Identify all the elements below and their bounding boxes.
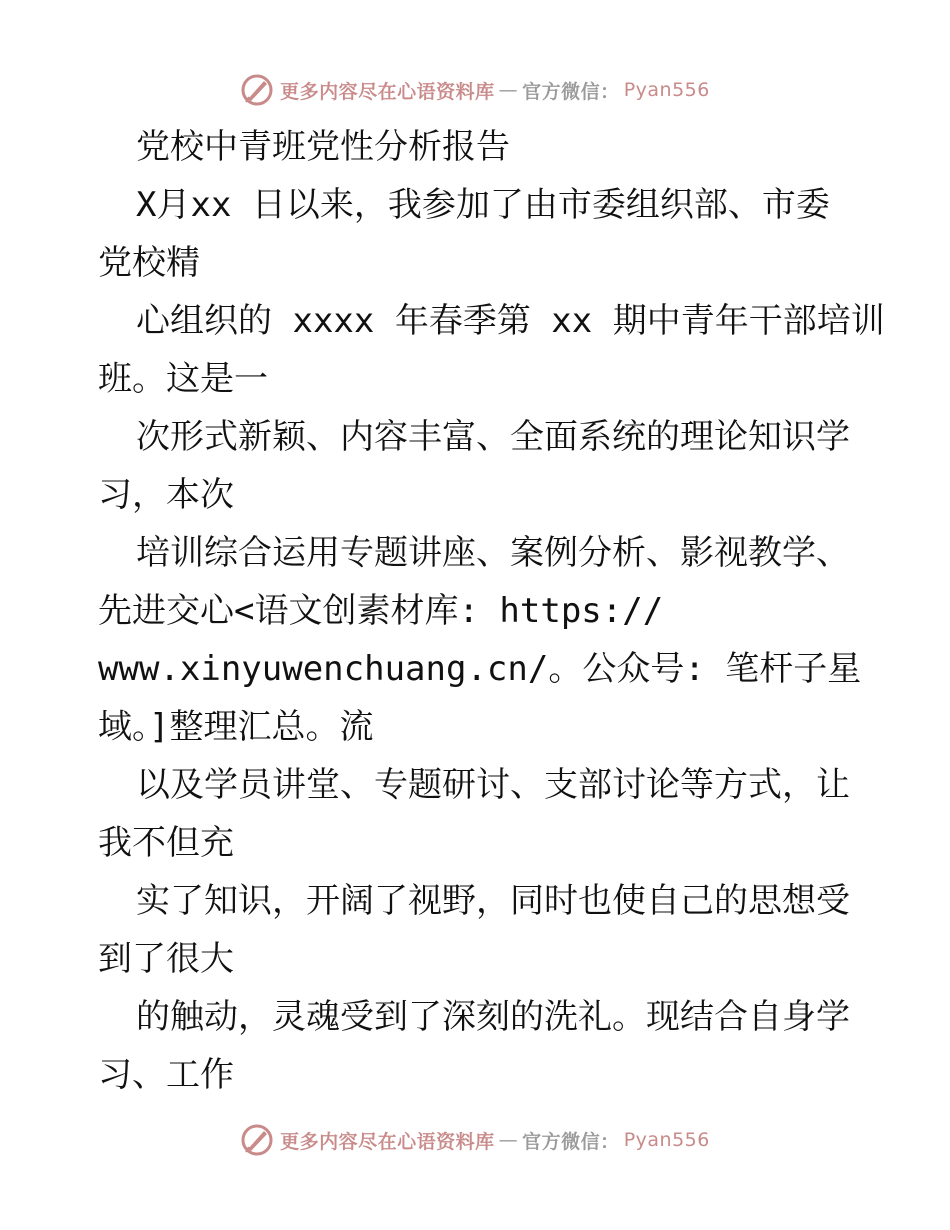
text-line: 我不但充 bbox=[98, 823, 234, 863]
text-line: 党校精 bbox=[98, 243, 200, 283]
banner-wechat-label: 官方微信： bbox=[522, 1130, 620, 1153]
text-line: 习、工作 bbox=[98, 1055, 234, 1095]
banner-wechat-id: Pyan556 bbox=[623, 79, 710, 101]
text-line: 培训综合运用专题讲座、案例分析、影视教学、 bbox=[136, 533, 850, 573]
text-line: 实了知识，开阔了视野，同时也使自己的思想受 bbox=[136, 881, 850, 921]
quill-logo-icon bbox=[240, 73, 274, 107]
banner-site-text: 更多内容尽在心语资料库 bbox=[280, 80, 495, 103]
text-line: 域。]整理汇总。流 bbox=[98, 707, 374, 747]
banner-separator: — bbox=[498, 1129, 519, 1151]
text-line: 以及学员讲堂、专题研讨、支部讨论等方式，让 bbox=[136, 765, 850, 805]
text-line: 到了很大 bbox=[98, 939, 234, 979]
text-line: 习，本次 bbox=[98, 475, 234, 515]
quill-logo-icon bbox=[240, 1123, 274, 1157]
text-line: www.xinyuwenchuang.cn/。公众号: 笔杆子星 bbox=[98, 649, 862, 689]
banner-site-text: 更多内容尽在心语资料库 bbox=[280, 1130, 495, 1153]
text-line: 班。这是一 bbox=[98, 359, 268, 399]
text-line: X月xx 日以来，我参加了由市委组织部、市委 bbox=[136, 185, 830, 225]
banner-separator: — bbox=[498, 79, 519, 101]
text-line: 次形式新颖、内容丰富、全面系统的理论知识学 bbox=[136, 417, 850, 457]
footer-banner bbox=[0, 1120, 950, 1160]
text-line: 的触动，灵魂受到了深刻的洗礼。现结合自身学 bbox=[136, 997, 850, 1037]
banner-wechat-id: Pyan556 bbox=[623, 1129, 710, 1151]
document-title: 党校中青班党性分析报告 bbox=[136, 127, 510, 167]
text-line: 先进交心<语文创素材库: https:// bbox=[98, 591, 664, 631]
header-banner bbox=[0, 70, 950, 110]
banner-wechat-label: 官方微信： bbox=[522, 80, 620, 103]
text-line: 心组织的 xxxx 年春季第 xx 期中青年干部培训 bbox=[136, 301, 885, 341]
document-body bbox=[98, 118, 885, 1104]
